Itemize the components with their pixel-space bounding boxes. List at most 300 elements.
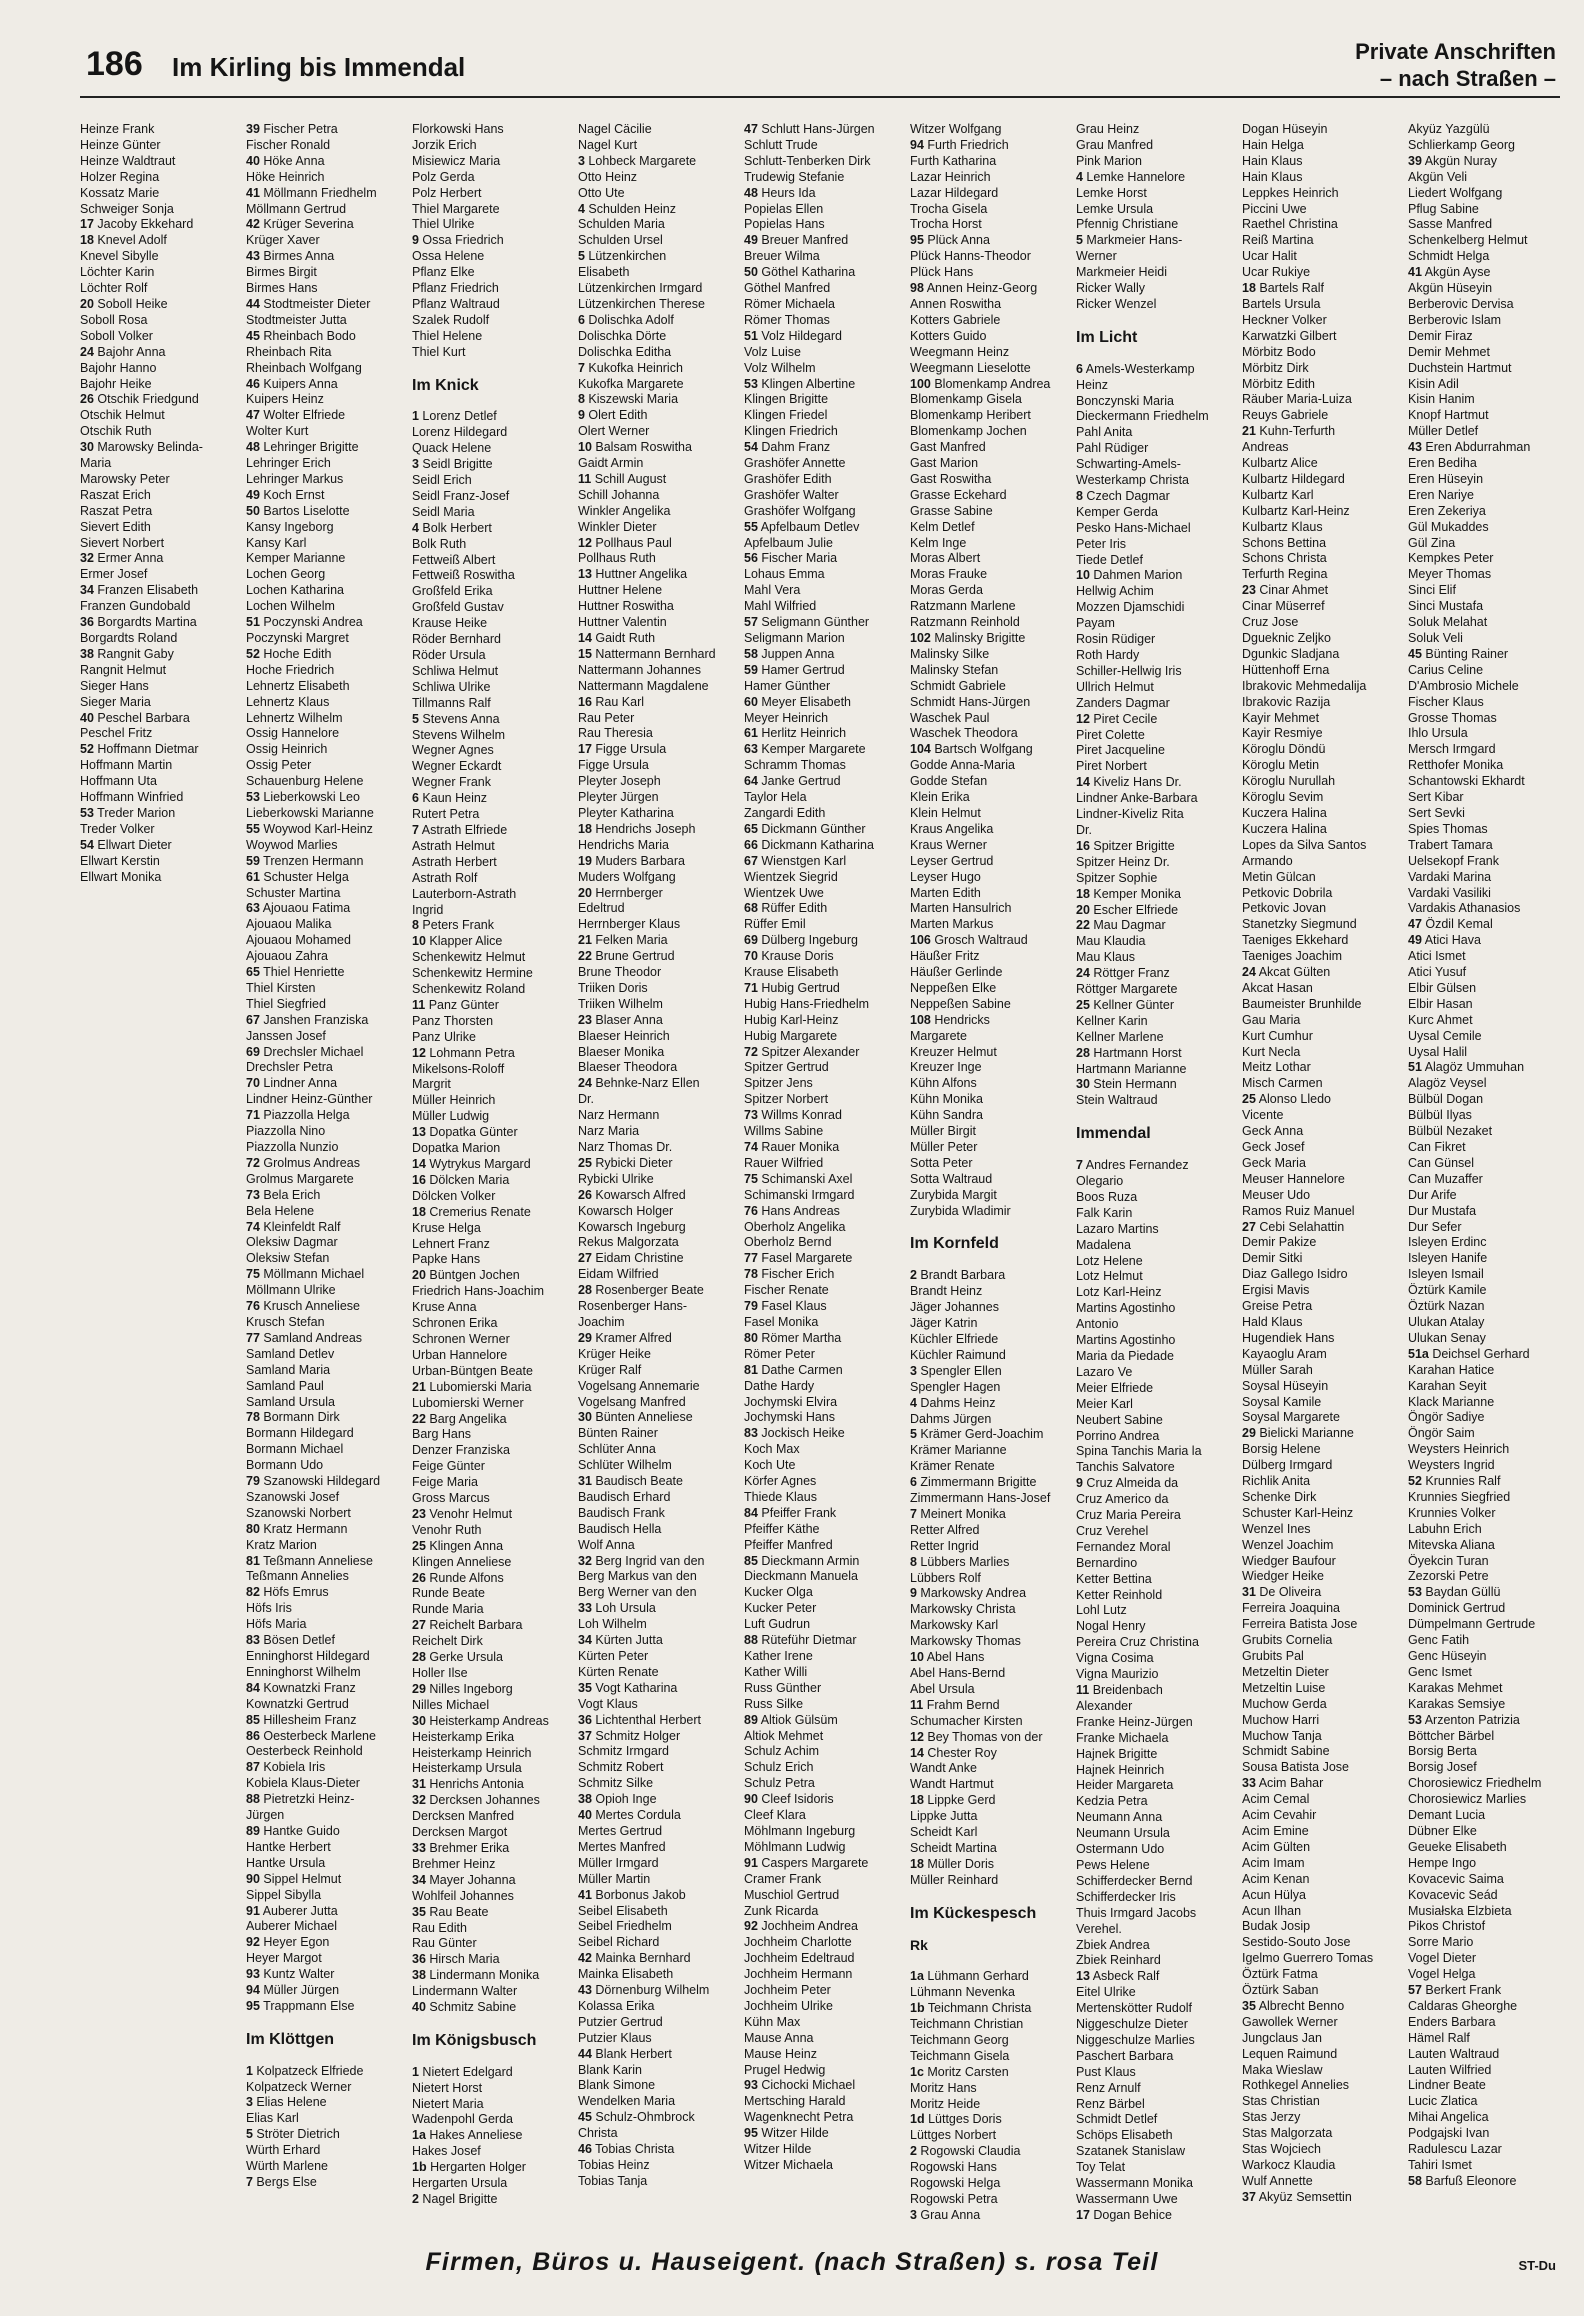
directory-entry: Höke Heinrich (246, 169, 325, 184)
directory-entry: 74 Kleinfeldt Ralf (246, 1219, 341, 1234)
directory-entry: Barg Hans (412, 1427, 472, 1442)
directory-entry: 2 Nagel Brigitte (412, 2192, 498, 2206)
directory-entry: Triiken Wilhelm (578, 996, 663, 1011)
directory-entry: Schliwa Ulrike (412, 679, 491, 694)
directory-entry: 40 Höke Anna (246, 153, 325, 168)
directory-entry: Duchstein Hartmut (1408, 360, 1512, 375)
directory-entry: Panz Ulrike (412, 1029, 476, 1044)
directory-entry: Venohr Ruth (412, 1522, 482, 1537)
directory-entry: 3 Lohbeck Margarete (578, 153, 697, 168)
directory-entry: Blaeser Monika (578, 1044, 665, 1059)
directory-entry: Jochheim Charlotte (744, 1935, 852, 1950)
directory-entry: Abel Hans-Bernd (910, 1666, 1006, 1680)
directory-entry: Atici Ismet (1408, 949, 1466, 964)
directory-entry: Ibrakovic Razija (1242, 694, 1331, 709)
directory-entry: Ucar Halit (1242, 249, 1297, 264)
directory-entry: Schuster Martina (246, 885, 341, 900)
directory-entry: 5 Markmeier Hans- (1076, 233, 1183, 248)
directory-entry: Ajouaou Zahra (246, 949, 329, 964)
directory-entry: Schwarting-Amels- (1076, 457, 1181, 472)
directory-entry: 108 Hendricks (910, 1012, 990, 1027)
directory-entry: 83 Bösen Detlef (246, 1633, 335, 1648)
directory-entry: 3 Elias Helene (246, 2095, 327, 2110)
directory-entry: Vogt Klaus (578, 1696, 638, 1711)
directory-entry: Hantke Ursula (246, 1855, 326, 1870)
directory-entry: Schulz Achim (744, 1744, 820, 1759)
directory-entry: Demir Sitki (1242, 1251, 1303, 1266)
directory-entry: Mikelsons-Roloff (412, 1061, 505, 1076)
directory-entry: Samland Paul (246, 1378, 324, 1393)
directory-entry: Muschiol Gertrud (744, 1887, 840, 1902)
directory-entry: 1a Hakes Anneliese (412, 2128, 523, 2143)
directory-entry: 22 Mau Dagmar (1076, 918, 1166, 933)
directory-entry: Trabert Tamara (1408, 837, 1493, 852)
directory-entry: Kather Irene (744, 1649, 813, 1663)
directory-entry: Poczynski Margret (246, 631, 349, 645)
directory-entry: 25 Klingen Anna (412, 1538, 504, 1553)
directory-entry: 48 Lehringer Brigitte (246, 440, 359, 455)
directory-entry: Seibel Elisabeth (578, 1903, 668, 1918)
directory-entry: 63 Ajouaou Fatima (246, 901, 351, 916)
directory-entry (412, 2049, 572, 2065)
directory-entry (910, 1953, 1070, 1969)
directory-entry: Reiß Martina (1242, 233, 1314, 248)
directory-entry: Kotters Gabriele (910, 312, 1001, 327)
directory-entry: 51 Alagöz Ummuhan (1408, 1060, 1525, 1075)
directory-entry: Schimanski Irmgard (744, 1187, 855, 1202)
directory-entry: Mozzen Djamschidi (1076, 600, 1185, 615)
directory-entry: Otto Ute (578, 185, 625, 200)
directory-entry: Lohl Lutz (1076, 1603, 1127, 1618)
directory-entry: 73 Bela Erich (246, 1187, 321, 1202)
directory-entry: 53 Klingen Albertine (744, 376, 856, 391)
directory-entry: Dr. (578, 1092, 594, 1107)
directory-entry: Eitel Ulrike (1076, 1985, 1136, 2000)
directory-entry: Würth Marlene (246, 2159, 328, 2174)
directory-entry: Lazaro Ve (1076, 1364, 1133, 1379)
directory-entry: 49 Atici Hava (1408, 933, 1481, 948)
directory-entry: Kurt Cumhur (1242, 1028, 1313, 1043)
directory-entry: D'Ambrosio Michele (1408, 678, 1519, 693)
directory-entry: Ramos Ruiz Manuel (1242, 1203, 1355, 1218)
directory-entry: Malinsky Stefan (910, 662, 999, 677)
directory-entry: 61 Schuster Helga (246, 869, 349, 884)
directory-entry: Jorzik Erich (412, 137, 477, 152)
directory-entry: Weysters Ingrid (1408, 1458, 1495, 1473)
directory-entry: 10 Klapper Alice (412, 934, 503, 949)
directory-entry: Andreas (1242, 440, 1289, 455)
directory-entry: Thiel Ulrike (412, 217, 475, 232)
directory-entry: Kowarsch Holger (578, 1203, 674, 1218)
directory-entry: Blank Karin (578, 2062, 642, 2077)
directory-entry: Rüffer Emil (744, 917, 806, 932)
directory-entry: 75 Möllmann Michael (246, 1267, 365, 1282)
directory-entry: Margarete (910, 1028, 967, 1043)
directory-entry: Margrit (412, 1077, 451, 1092)
directory-entry: Lützenkirchen Therese (578, 296, 705, 311)
directory-column-8 (1242, 122, 1402, 2214)
directory-entry: Terfurth Regina (1242, 567, 1328, 582)
directory-entry: Piret Colette (1076, 727, 1145, 742)
directory-entry: Markmeier Heidi (1076, 265, 1167, 280)
directory-entry: 60 Meyer Elisabeth (744, 694, 852, 709)
directory-entry: 9 Olert Edith (578, 408, 648, 423)
directory-entry: 29 Bielicki Marianne (1242, 1426, 1354, 1441)
directory-entry: Lazar Heinrich (910, 169, 991, 184)
directory-entry: Schronen Erika (412, 1316, 498, 1331)
directory-entry: 88 Rüteführ Dietmar (744, 1633, 857, 1648)
directory-entry: 67 Wienstgen Karl (744, 853, 847, 868)
directory-entry: 13 Huttner Angelika (578, 567, 688, 582)
directory-entry: Wohlfeil Johannes (412, 1888, 514, 1903)
directory-entry: 42 Krüger Severina (246, 217, 354, 232)
directory-entry: Polz Herbert (412, 185, 482, 200)
directory-entry: Rutert Petra (412, 807, 480, 822)
directory-entry: Wientzek Siegrid (744, 869, 838, 884)
directory-entry: Seligmann Marion (744, 631, 845, 645)
directory-entry: Hartmann Marianne (1076, 1061, 1187, 1076)
directory-entry: Greise Petra (1242, 1299, 1313, 1314)
directory-entry: Ricker Wally (1076, 281, 1145, 296)
directory-entry: Taeniges Joachim (1242, 949, 1343, 964)
directory-entry: Szanowski Josef (246, 1489, 340, 1504)
directory-entry: Ullrich Helmut (1076, 679, 1154, 694)
directory-entry: Taeniges Ekkehard (1242, 933, 1349, 948)
directory-entry: Heinze Frank (80, 122, 155, 136)
directory-entry: Pfeiffer Käthe (744, 1521, 820, 1536)
directory-entry: Stas Malgorzata (1242, 2126, 1333, 2141)
directory-entry: Papke Hans (412, 1252, 481, 1267)
directory-entry: 30 Heisterkamp Andreas (412, 1713, 549, 1728)
directory-entry: 21 Lubomierski Maria (412, 1379, 532, 1394)
directory-entry: Mertes Gertrud (578, 1823, 663, 1838)
directory-entry: Lauten Wilfried (1408, 2062, 1492, 2077)
directory-entry: 1 Nietert Edelgard (412, 2064, 513, 2079)
directory-entry: Roth Hardy (1076, 648, 1140, 662)
directory-entry: Marten Markus (910, 917, 994, 932)
directory-entry: 34 Mayer Johanna (412, 1872, 516, 1887)
directory-entry: Wulf Annette (1242, 2173, 1313, 2188)
directory-entry: Bülbül Ilyas (1408, 1108, 1472, 1123)
directory-entry: Hellwig Achim (1076, 584, 1154, 599)
directory-entry: 4 Schulden Heinz (578, 201, 676, 216)
directory-entry: Soboll Volker (80, 328, 153, 343)
directory-entry: Vardaki Marina (1408, 869, 1492, 884)
directory-entry: Geueke Elisabeth (1408, 1839, 1507, 1854)
directory-entry: Heisterkamp Ursula (412, 1761, 522, 1776)
directory-entry: Apfelbaum Julie (744, 535, 833, 550)
directory-entry: Rau Günter (412, 1936, 477, 1951)
directory-entry: Reuys Gabriele (1242, 408, 1329, 423)
directory-entry: Caldaras Gheorghe (1408, 1998, 1518, 2013)
directory-entry: 90 Cleef Isidoris (744, 1792, 834, 1807)
directory-entry: Krämer Marianne (910, 1443, 1007, 1458)
directory-entry: Ellwart Kerstin (80, 853, 160, 868)
directory-entry: Volz Wilhelm (744, 360, 816, 375)
directory-entry: Jochheim Ulrike (744, 1998, 833, 2013)
directory-entry: 20 Soboll Heike (80, 296, 168, 311)
directory-entry: Moritz Hans (910, 2080, 977, 2095)
street-heading: Im Kornfeld (910, 1235, 999, 1253)
directory-entry: 10 Abel Hans (910, 1650, 985, 1665)
directory-entry: Malinsky Silke (910, 646, 990, 661)
directory-entry (246, 2015, 406, 2031)
directory-entry: Borgardts Roland (80, 631, 178, 645)
directory-entry: Hempe Ingo (1408, 1855, 1477, 1870)
directory-entry: Lubomierski Werner (412, 1395, 524, 1410)
directory-entry: Radulescu Lazar (1408, 2142, 1502, 2157)
directory-entry: Elias Karl (246, 2111, 299, 2126)
directory-entry: 63 Kemper Margarete (744, 742, 866, 757)
directory-entry: Hämel Ralf (1408, 2030, 1470, 2045)
directory-entry: Piazzolla Nino (246, 1124, 326, 1139)
directory-entry: Raszat Erich (80, 487, 151, 502)
directory-entry: Mihai Angelica (1408, 2110, 1489, 2125)
directory-entry: Hoche Friedrich (246, 662, 335, 677)
directory-entry: 2 Rogowski Claudia (910, 2144, 1021, 2159)
directory-entry: Stein Waltraud (1076, 1093, 1158, 1108)
directory-entry: Heider Margareta (1076, 1778, 1174, 1793)
directory-entry: 18 Cremerius Renate (412, 1204, 531, 1219)
directory-entry: 92 Heyer Egon (246, 1935, 330, 1950)
directory-entry: Holzer Regina (80, 169, 160, 184)
directory-entry: Figge Ursula (578, 758, 649, 773)
directory-entry: Schmidt Helga (1408, 249, 1490, 264)
directory-entry: 86 Oesterbeck Marlene (246, 1728, 376, 1743)
directory-entry: Nagel Kurt (578, 137, 638, 152)
directory-entry: Elbir Gülsen (1408, 980, 1477, 995)
directory-entry: 1d Lüttges Doris (910, 2112, 1002, 2127)
directory-entry: Löchter Rolf (80, 281, 148, 296)
directory-entry: 95 Witzer Hilde (744, 2126, 829, 2141)
directory-entry: Cruz Maria Pereira (1076, 1508, 1181, 1523)
directory-entry: Heinze Günter (80, 137, 161, 152)
directory-entry: 24 Bajohr Anna (80, 344, 166, 359)
directory-entry: 93 Cichocki Michael (744, 2078, 856, 2093)
directory-entry: Mertsching Harald (744, 2094, 846, 2109)
directory-entry: Sotta Waltraud (910, 1171, 993, 1186)
directory-entry: Teichmann Gisela (910, 2048, 1010, 2063)
directory-entry: 12 Piret Cecile (1076, 711, 1158, 726)
directory-entry: Otschik Helmut (80, 408, 165, 423)
directory-entry: Schmitz Silke (578, 1776, 654, 1791)
directory-entry: Klein Erika (910, 790, 970, 805)
directory-entry: Boos Ruza (1076, 1189, 1138, 1204)
directory-entry: 32 Ermer Anna (80, 551, 164, 566)
directory-entry: Bormann Michael (246, 1442, 344, 1457)
directory-entry: Uysal Halil (1408, 1044, 1468, 1059)
directory-entry: Schlutt Trude (744, 137, 818, 152)
directory-entry: Mörbitz Bodo (1242, 344, 1316, 359)
directory-entry: 79 Fasel Klaus (744, 1299, 827, 1314)
directory-entry: Stevens Wilhelm (412, 727, 506, 742)
directory-entry: Schmidt Hans-Jürgen (910, 694, 1031, 709)
directory-entry: Pesko Hans-Michael (1076, 520, 1191, 535)
directory-entry: Musiałska Elzbieta (1408, 1903, 1512, 1918)
directory-entry: Blomenkamp Heribert (910, 408, 1031, 423)
directory-entry: Zangardi Edith (744, 805, 826, 820)
directory-entry: Trudewig Stefanie (744, 169, 845, 184)
directory-entry: Pahl Anita (1076, 425, 1133, 440)
directory-entry: Jochheim Hermann (744, 1967, 853, 1982)
directory-entry: Kucker Peter (744, 1601, 817, 1616)
directory-entry: 81 Teßmann Anneliese (246, 1553, 373, 1568)
directory-entry: Mertes Manfred (578, 1839, 666, 1854)
directory-entry: Seibel Friedhelm (578, 1919, 672, 1934)
directory-entry: Piret Norbert (1076, 759, 1147, 774)
directory-entry: 33 Loh Ursula (578, 1601, 656, 1616)
directory-entry: Waschek Paul (910, 710, 990, 725)
directory-entry: Küchler Elfriede (910, 1331, 999, 1346)
directory-entry: Hantke Herbert (246, 1839, 331, 1854)
directory-entry: Wagenknecht Petra (744, 2110, 854, 2125)
directory-entry: Cruz Americo da (1076, 1492, 1169, 1507)
directory-entry: Dolischka Editha (578, 344, 672, 359)
directory-entry: Zezorski Petre (1408, 1569, 1489, 1584)
directory-entry: Kather Willi (744, 1664, 808, 1679)
directory-entry: 70 Krause Doris (744, 949, 834, 964)
directory-entry: Mainka Elisabeth (578, 1967, 674, 1982)
directory-entry: 27 Reichelt Barbara (412, 1618, 523, 1633)
directory-entry: 51a Deichsel Gerhard (1408, 1346, 1530, 1361)
directory-entry: Stas Christian (1242, 2094, 1320, 2109)
directory-entry: Zbiek Reinhard (1076, 1953, 1161, 1968)
directory-entry: Franke Heinz-Jürgen (1076, 1714, 1193, 1729)
street-heading: Immendal (1076, 1125, 1151, 1143)
directory-entry: 18 Bartels Ralf (1242, 281, 1324, 296)
directory-entry: Sotta Peter (910, 1155, 973, 1170)
directory-entry: Retter Alfred (910, 1522, 980, 1537)
directory-entry: Bajohr Hanno (80, 360, 157, 375)
directory-entry: Bartels Ursula (1242, 296, 1321, 311)
directory-entry: Stas Jerzy (1242, 2110, 1301, 2125)
directory-entry: Markowsky Christa (910, 1602, 1016, 1617)
directory-entry: Pink Marion (1076, 153, 1142, 168)
directory-entry: 34 Kürten Jutta (578, 1633, 663, 1648)
directory-entry: Christa (578, 2126, 618, 2141)
directory-entry: Rheinbach Rita (246, 344, 332, 359)
directory-entry: 25 Kellner Günter (1076, 997, 1174, 1012)
directory-entry: Schmidt Gabriele (910, 678, 1006, 693)
directory-entry: Petkovic Jovan (1242, 901, 1327, 916)
directory-entry: Soysal Kamile (1242, 1394, 1322, 1409)
directory-entry: 18 Hendrichs Joseph (578, 821, 696, 836)
directory-entry: Römer Thomas (744, 312, 830, 327)
directory-entry: 38 Rangnit Gaby (80, 646, 174, 661)
directory-entry: Oberholz Bernd (744, 1235, 832, 1250)
directory-entry: Dercksen Margot (412, 1825, 508, 1840)
page-title: Im Kirling bis Immendal (172, 52, 466, 82)
directory-entry: Zunk Ricarda (744, 1903, 819, 1918)
directory-entry: Bormann Udo (246, 1458, 324, 1473)
directory-entry: 33 Brehmer Erika (412, 1840, 510, 1855)
directory-entry: Rosenberger Hans- (578, 1299, 688, 1314)
directory-entry: 9 Markowsky Andrea (910, 1586, 1027, 1601)
directory-entry: 43 Eren Abdurrahman (1408, 440, 1531, 455)
directory-entry: Tanchis Salvatore (1076, 1460, 1175, 1475)
directory-entry: Cinar Müserref (1242, 599, 1325, 614)
directory-entry: Vigna Maurizio (1076, 1667, 1159, 1682)
directory-entry: 102 Malinsky Brigitte (910, 631, 1026, 645)
directory-entry: 35 Albrecht Benno (1242, 1998, 1345, 2013)
directory-entry: Lieberkowski Marianne (246, 805, 374, 820)
directory-entry: Wenzel Ines (1242, 1521, 1311, 1536)
directory-entry: Ellwart Monika (80, 869, 162, 884)
directory-entry: Nagel Cäcilie (578, 122, 652, 136)
directory-entry: Kellner Karin (1076, 1013, 1148, 1028)
directory-entry: Leppkes Heinrich (1242, 185, 1339, 200)
directory-entry: 70 Lindner Anna (246, 1076, 338, 1091)
directory-entry: 104 Bartsch Wolfgang (910, 742, 1033, 757)
directory-entry: Rothkegel Annelies (1242, 2078, 1350, 2093)
directory-entry: Stodtmeister Jutta (246, 312, 347, 327)
header-divider (80, 96, 1560, 98)
directory-entry: Piccini Uwe (1242, 201, 1307, 216)
directory-entry: 75 Schimanski Axel (744, 1171, 853, 1186)
directory-entry: Szanowski Norbert (246, 1505, 351, 1520)
directory-entry: Putzier Klaus (578, 2030, 652, 2045)
directory-entry: Sestido-Souto Jose (1242, 1935, 1351, 1950)
directory-entry: Petkovic Dobrila (1242, 885, 1333, 900)
directory-entry: 27 Cebi Selahattin (1242, 1219, 1345, 1234)
directory-entry: 36 Borgardts Martina (80, 615, 197, 630)
directory-entry: Heinz (1076, 377, 1108, 392)
directory-entry: Rau Peter (578, 710, 635, 725)
directory-entry: 37 Akyüz Semsettin (1242, 2189, 1352, 2204)
directory-entry: Löchter Karin (80, 265, 155, 280)
directory-entry: Samland Detlev (246, 1346, 335, 1361)
directory-entry: Hoffmann Uta (80, 774, 157, 789)
directory-entry: Thiel Helene (412, 328, 483, 343)
section-heading (1355, 38, 1556, 92)
directory-entry: Liedert Wolfgang (1408, 185, 1503, 200)
directory-entry: Hain Helga (1242, 137, 1304, 152)
directory-entry: Pflug Sabine (1408, 201, 1479, 216)
directory-entry: 84 Kownatzki Franz (246, 1680, 356, 1695)
directory-entry: Gül Zina (1408, 535, 1456, 550)
directory-entry: Chorosiewicz Marlies (1408, 1792, 1527, 1807)
directory-entry: Bormann Hildegard (246, 1426, 354, 1441)
directory-entry: Gast Manfred (910, 440, 986, 455)
directory-entry: 46 Tobias Christa (578, 2142, 675, 2157)
directory-entry: Wandt Hartmut (910, 1777, 994, 1792)
directory-entry: Acim Imam (1242, 1855, 1305, 1870)
directory-entry: Lequen Raimund (1242, 2046, 1338, 2061)
directory-entry: Brehmer Heinz (412, 1856, 496, 1871)
page-footer (0, 2248, 1584, 2288)
directory-entry: Szalek Rudolf (412, 312, 490, 327)
directory-entry: Peschel Fritz (80, 726, 153, 741)
directory-entry: Acun Ilhan (1242, 1903, 1302, 1918)
directory-entry: Eidam Wilfried (578, 1267, 659, 1282)
directory-entry: Russ Günther (744, 1680, 822, 1695)
directory-entry: Kulbartz Alice (1242, 456, 1318, 471)
directory-entry: 64 Janke Gertrud (744, 774, 841, 789)
directory-entry: Spitzer Jens (744, 1076, 813, 1091)
directory-entry: 16 Spitzer Brigitte (1076, 838, 1175, 853)
directory-entry: Gau Maria (1242, 1012, 1301, 1027)
directory-column-5 (744, 122, 904, 2214)
directory-entry: Krunnies Volker (1408, 1505, 1496, 1520)
directory-entry: Astrath Helmut (412, 838, 495, 853)
directory-entry: Isleyen Erdinc (1408, 1235, 1487, 1250)
directory-entry: 51 Volz Hildegard (744, 328, 842, 343)
directory-entry: Ossig Heinrich (246, 742, 328, 757)
directory-entry: Cramer Frank (744, 1871, 822, 1886)
directory-entry: Borsig Josef (1408, 1760, 1477, 1775)
directory-entry: Witzer Michaela (744, 2158, 833, 2172)
directory-entry: Lotz Helmut (1076, 1269, 1143, 1284)
